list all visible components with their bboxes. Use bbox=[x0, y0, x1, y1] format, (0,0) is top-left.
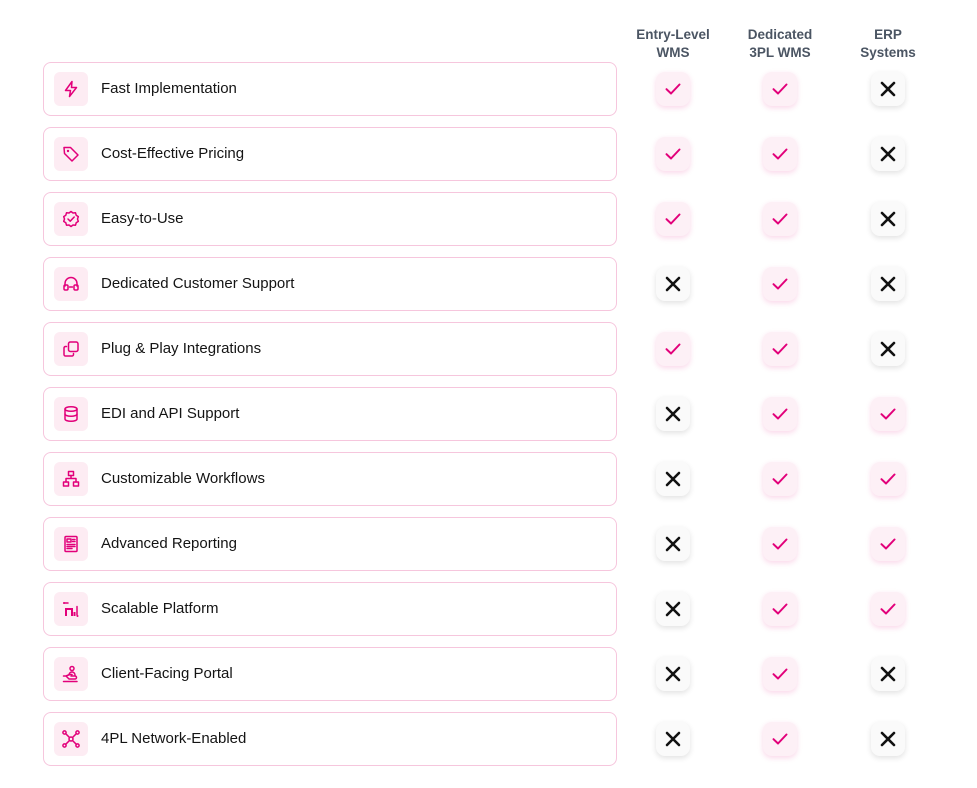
cross-icon bbox=[871, 722, 905, 756]
cross-icon bbox=[656, 462, 690, 496]
checkmark-icon bbox=[656, 202, 690, 236]
feature-label: Plug & Play Integrations bbox=[101, 340, 262, 357]
feature-label: Easy-to-Use bbox=[101, 210, 184, 227]
feature-row bbox=[43, 387, 617, 441]
feature-label: Scalable Platform bbox=[101, 600, 219, 617]
column-header-line: ERP bbox=[874, 27, 902, 42]
column-header-line: Entry-Level bbox=[636, 27, 710, 42]
checkmark-icon bbox=[871, 592, 905, 626]
column-header-line: Systems bbox=[860, 45, 916, 60]
checkmark-icon bbox=[763, 462, 797, 496]
hand-user-icon bbox=[54, 657, 88, 691]
feature-row bbox=[43, 582, 617, 636]
feature-row bbox=[43, 452, 617, 506]
feature-label: Dedicated Customer Support bbox=[101, 275, 295, 292]
feature-row bbox=[43, 257, 617, 311]
column-header bbox=[725, 26, 835, 62]
cross-icon bbox=[871, 137, 905, 171]
checkmark-icon bbox=[763, 137, 797, 171]
copy-squares-icon bbox=[54, 332, 88, 366]
cross-icon bbox=[871, 332, 905, 366]
cross-icon bbox=[656, 527, 690, 561]
feature-label: Customizable Workflows bbox=[101, 470, 265, 487]
checkmark-icon bbox=[763, 722, 797, 756]
column-header-line: WMS bbox=[656, 45, 690, 60]
checkmark-icon bbox=[871, 527, 905, 561]
checkmark-icon bbox=[763, 332, 797, 366]
scaling-icon bbox=[54, 592, 88, 626]
checkmark-icon bbox=[763, 267, 797, 301]
column-header bbox=[833, 26, 943, 62]
feature-row bbox=[43, 322, 617, 376]
network-nodes-icon bbox=[54, 722, 88, 756]
feature-row bbox=[43, 712, 617, 766]
feature-row bbox=[43, 647, 617, 701]
verified-badge-icon bbox=[54, 202, 88, 236]
cross-icon bbox=[871, 72, 905, 106]
checkmark-icon bbox=[871, 462, 905, 496]
checkmark-icon bbox=[763, 202, 797, 236]
cross-icon bbox=[656, 267, 690, 301]
feature-label: Client-Facing Portal bbox=[101, 665, 233, 682]
feature-row bbox=[43, 517, 617, 571]
feature-label: 4PL Network-Enabled bbox=[101, 730, 247, 747]
checkmark-icon bbox=[656, 332, 690, 366]
database-icon bbox=[54, 397, 88, 431]
checkmark-icon bbox=[763, 72, 797, 106]
column-header-line: Dedicated bbox=[747, 27, 813, 42]
checkmark-icon bbox=[871, 397, 905, 431]
checkmark-icon bbox=[763, 527, 797, 561]
column-header-line: 3PL WMS bbox=[749, 45, 811, 60]
checkmark-icon bbox=[656, 72, 690, 106]
feature-label: EDI and API Support bbox=[101, 405, 240, 422]
checkmark-icon bbox=[763, 657, 797, 691]
checkmark-icon bbox=[763, 397, 797, 431]
checkmark-icon bbox=[763, 592, 797, 626]
checkmark-icon bbox=[656, 137, 690, 171]
cross-icon bbox=[871, 657, 905, 691]
feature-row bbox=[43, 192, 617, 246]
hierarchy-icon bbox=[54, 462, 88, 496]
cross-icon bbox=[871, 202, 905, 236]
feature-label: Fast Implementation bbox=[101, 80, 237, 97]
feature-label: Advanced Reporting bbox=[101, 535, 237, 552]
column-header bbox=[618, 26, 728, 62]
cross-icon bbox=[656, 657, 690, 691]
lightning-icon bbox=[54, 72, 88, 106]
feature-row bbox=[43, 62, 617, 116]
feature-label: Cost-Effective Pricing bbox=[101, 145, 245, 162]
cross-icon bbox=[656, 592, 690, 626]
headset-icon bbox=[54, 267, 88, 301]
feature-row bbox=[43, 127, 617, 181]
cross-icon bbox=[656, 397, 690, 431]
price-tag-icon bbox=[54, 137, 88, 171]
cross-icon bbox=[871, 267, 905, 301]
report-icon bbox=[54, 527, 88, 561]
cross-icon bbox=[656, 722, 690, 756]
